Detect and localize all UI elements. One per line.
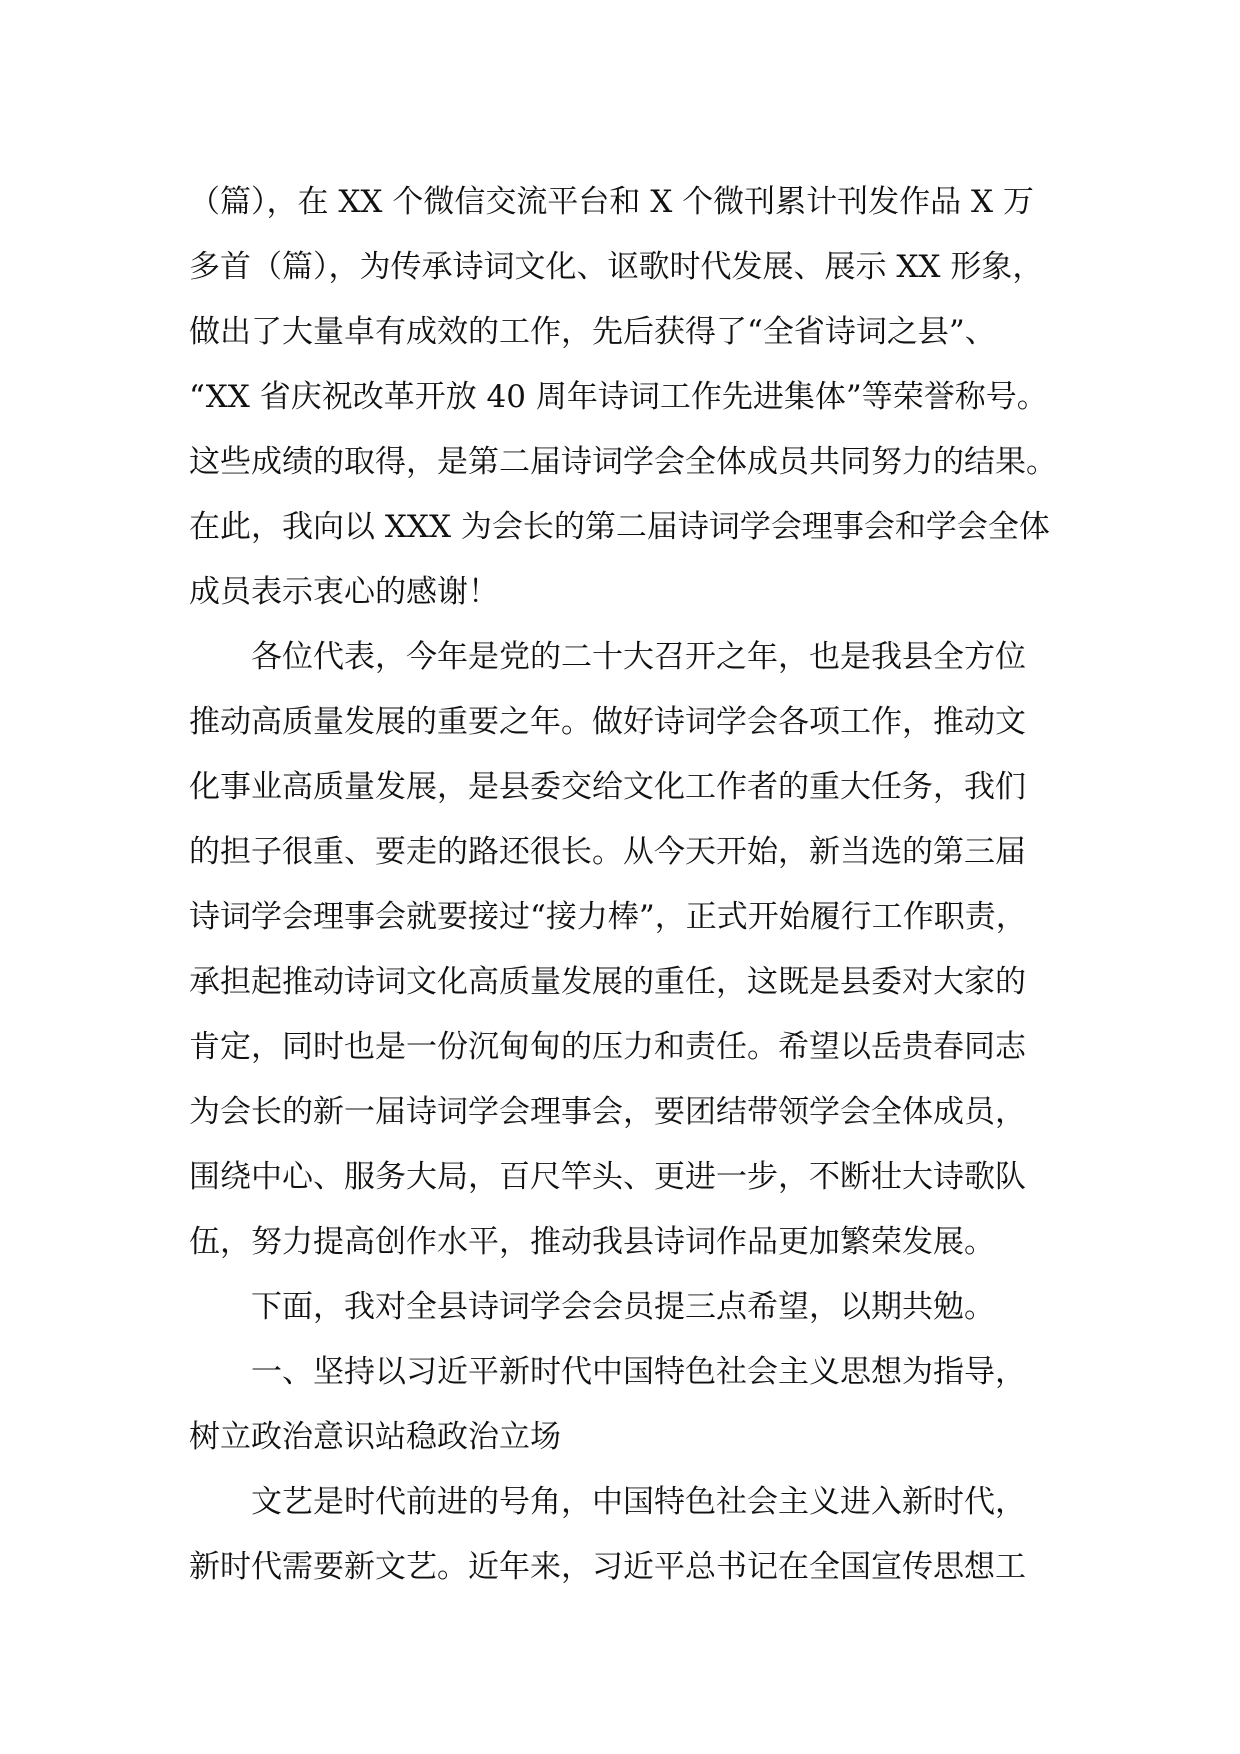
text-line: 做出了大量卓有成效的工作，先后获得了“全省诗词之县”、	[189, 314, 996, 350]
text-line: 化事业高质量发展，是县委交给文化工作者的重大任务，我们	[189, 769, 1026, 805]
text-line: 推动高质量发展的重要之年。做好诗词学会各项工作，推动文	[189, 704, 1026, 740]
section-heading-line: 一、坚持以习近平新时代中国特色社会主义思想为指导，	[251, 1354, 1026, 1390]
paragraph-start-line: 各位代表，今年是党的二十大召开之年，也是我县全方位	[251, 639, 1026, 675]
text-line: 在此，我向以 XXX 为会长的第二届诗词学会理事会和学会全体	[189, 509, 1050, 545]
document-body	[189, 170, 1089, 1600]
text-line: 多首（篇），为传承诗词文化、讴歌时代发展、展示 XX 形象，	[189, 249, 1044, 285]
text-line: 为会长的新一届诗词学会理事会，要团结带领学会全体成员，	[189, 1094, 1026, 1130]
text-line: 诗词学会理事会就要接过“接力棒”，正式开始履行工作职责，	[189, 899, 1027, 935]
section-heading-line: 树立政治意识站稳政治立场	[189, 1419, 561, 1455]
text-line: 成员表示衷心的感谢！	[189, 574, 499, 610]
paragraph-start-line: 下面，我对全县诗词学会会员提三点希望，以期共勉。	[251, 1289, 995, 1325]
text-line: （篇），在 XX 个微信交流平台和 X 个微刊累计刊发作品 X 万	[189, 184, 1034, 220]
text-line: 肯定，同时也是一份沉甸甸的压力和责任。希望以岳贵春同志	[189, 1029, 1026, 1065]
text-line: 的担子很重、要走的路还很长。从今天开始，新当选的第三届	[189, 834, 1026, 870]
text-line: 这些成绩的取得，是第二届诗词学会全体成员共同努力的结果。	[189, 444, 1057, 480]
text-line: 伍，努力提高创作水平，推动我县诗词作品更加繁荣发展。	[189, 1224, 995, 1260]
paragraph-start-line: 文艺是时代前进的号角，中国特色社会主义进入新时代，	[251, 1484, 1026, 1520]
text-line: 新时代需要新文艺。近年来，习近平总书记在全国宣传思想工	[189, 1549, 1026, 1585]
text-line: 承担起推动诗词文化高质量发展的重任，这既是县委对大家的	[189, 964, 1026, 1000]
text-line: “XX 省庆祝改革开放 40 周年诗词工作先进集体”等荣誉称号。	[189, 379, 1048, 415]
text-line: 围绕中心、服务大局，百尺竿头、更进一步，不断壮大诗歌队	[189, 1159, 1026, 1195]
